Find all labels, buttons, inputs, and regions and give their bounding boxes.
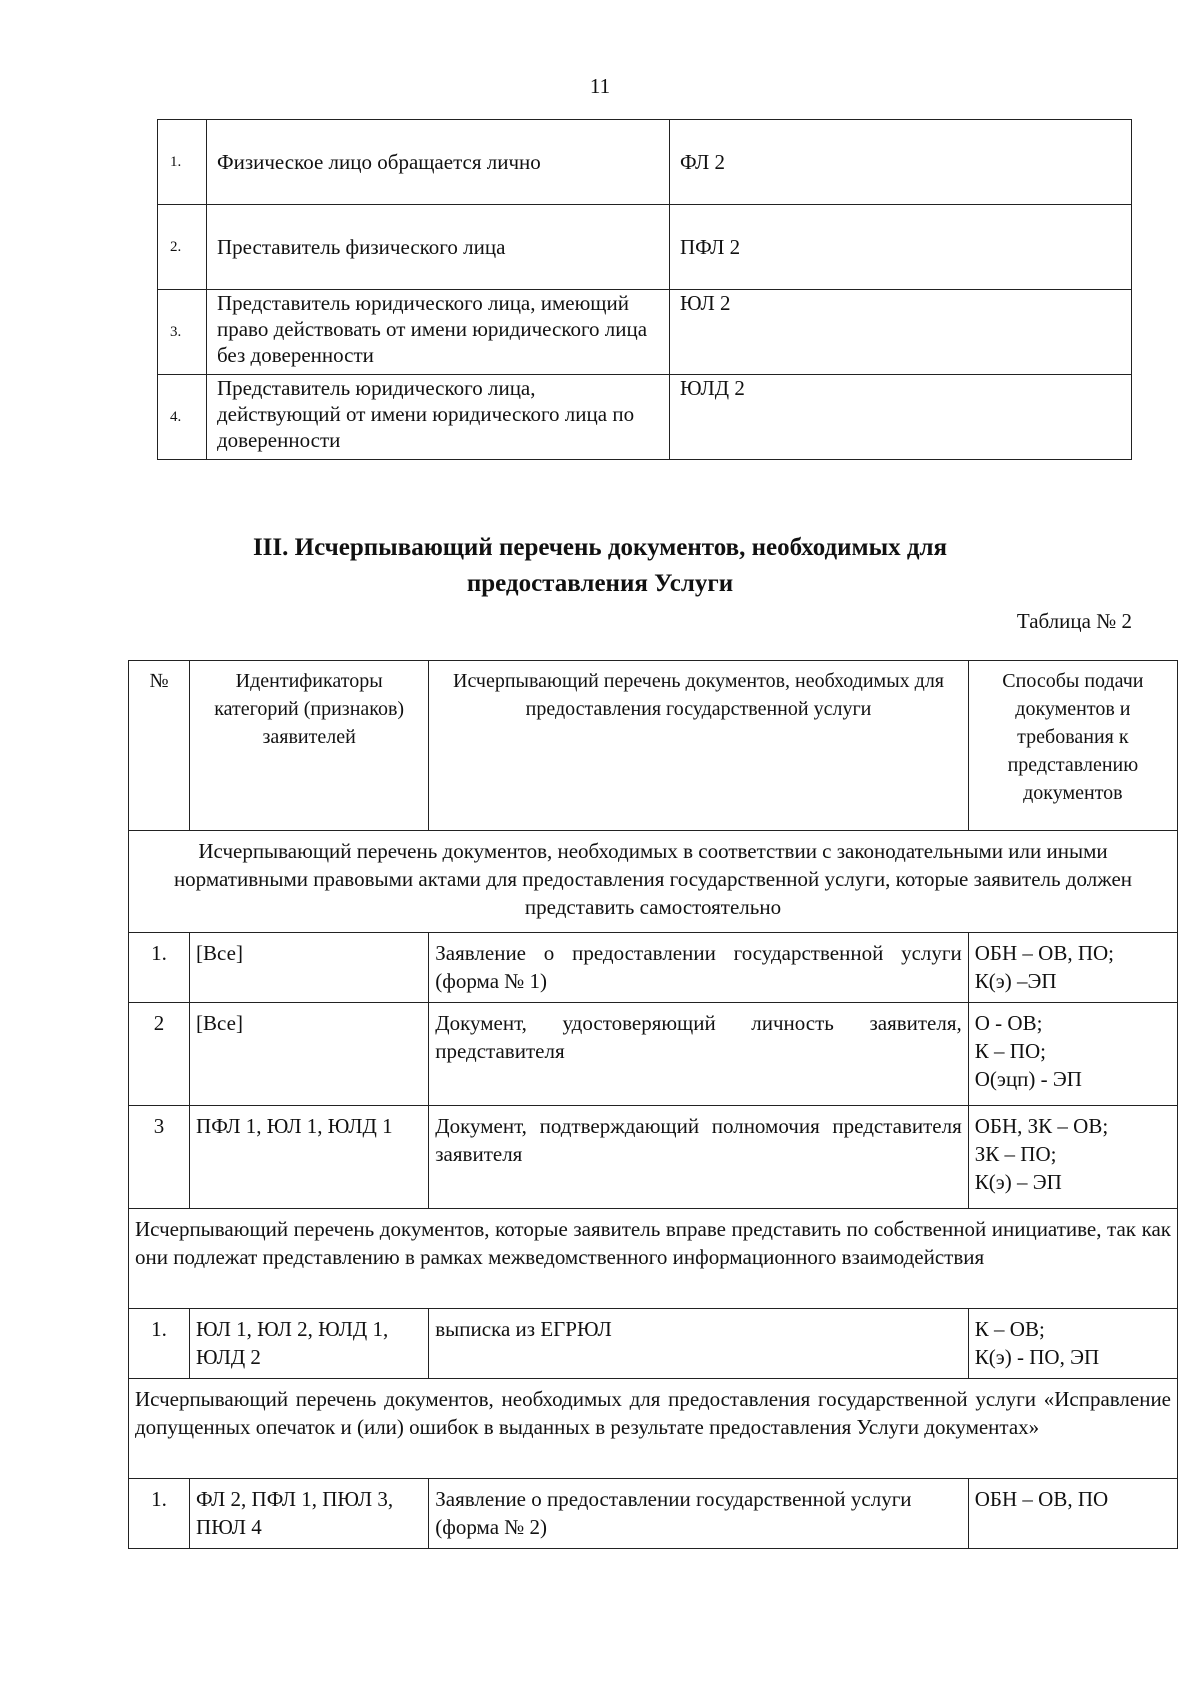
header-ids: Идентификаторы категорий (признаков) заявителей — [190, 661, 429, 831]
section-title — [150, 530, 1050, 602]
document-name: выписка из ЕГРЮЛ — [429, 1309, 969, 1379]
document-name: Документ, подтверждающий полномочия представителя заявителя — [429, 1106, 969, 1209]
table-header-row — [129, 661, 1178, 831]
submission-way: К(э) - ПО, ЭП — [974, 1345, 1100, 1369]
section-row — [129, 831, 1178, 933]
submission-way: О - ОВ; — [974, 1011, 1043, 1035]
row-number: 2. — [158, 205, 207, 290]
section-title-line: III. Исчерпывающий перечень документов, необходимых для — [252, 534, 948, 561]
applicant-categories-table — [157, 119, 1132, 460]
applicant-ids: ФЛ 2, ПФЛ 1, ПЮЛ 3, ПЮЛ 4 — [190, 1479, 429, 1549]
submission-way: К – ПО; — [974, 1039, 1046, 1063]
submission-ways — [968, 1479, 1177, 1549]
table-row — [129, 1106, 1178, 1209]
section-caption: Исчерпывающий перечень документов, необходимых в соответствии с законодательными или иными нормативными правовыми актами для предоставления государственной услуги, которые заявитель должен представить самостоятельно — [129, 831, 1178, 933]
page-number: 11 — [589, 74, 611, 98]
applicant-ids: [Все] — [190, 1003, 429, 1106]
row-number: 1. — [129, 1479, 190, 1549]
document-name: Заявление о предоставлении государственной услуги (форма № 2) — [429, 1479, 969, 1549]
submission-way: К(э) – ЭП — [974, 1170, 1062, 1194]
submission-ways — [968, 1003, 1177, 1106]
applicant-ids: ПФЛ 1, ЮЛ 1, ЮЛД 1 — [190, 1106, 429, 1209]
submission-way: К(э) –ЭП — [974, 969, 1057, 993]
submission-way: ОБН, ЗК – ОВ; — [974, 1114, 1109, 1138]
submission-ways — [968, 1106, 1177, 1209]
category-name: Физическое лицо обращается лично — [207, 120, 670, 205]
category-name: Преставитель физического лица — [207, 205, 670, 290]
submission-way: О(эцп) - ЭП — [974, 1067, 1082, 1091]
submission-ways — [968, 933, 1177, 1003]
submission-way: ОБН – ОВ, ПО — [974, 1487, 1109, 1511]
section-title-line: предоставления Услуги — [466, 570, 734, 597]
row-number: 3. — [158, 290, 207, 375]
category-code: ЮЛ 2 — [670, 290, 1132, 375]
section-caption: Исчерпывающий перечень документов, которые заявитель вправе представить по собственной инициативе, так как они подлежат представлению в рамках межведомственного информационного взаимодействия — [129, 1209, 1178, 1309]
category-code: ПФЛ 2 — [670, 205, 1132, 290]
document-name: Документ, удостоверяющий личность заявителя, представителя — [429, 1003, 969, 1106]
header-docs: Исчерпывающий перечень документов, необходимых для предоставления государственной услуги — [429, 661, 969, 831]
table-row — [129, 933, 1178, 1003]
header-num: № — [129, 661, 190, 831]
category-name: Представитель юридического лица, действующий от имени юридического лица по доверенности — [207, 375, 670, 460]
header-ways: Способы подачи документов и требования к представлению документов — [968, 661, 1177, 831]
row-number: 4. — [158, 375, 207, 460]
row-number: 1. — [129, 1309, 190, 1379]
applicant-ids: ЮЛ 1, ЮЛ 2, ЮЛД 1, ЮЛД 2 — [190, 1309, 429, 1379]
row-number: 3 — [129, 1106, 190, 1209]
table-row — [158, 290, 1132, 375]
row-number: 2 — [129, 1003, 190, 1106]
documents-table — [128, 660, 1178, 1549]
table-row — [129, 1003, 1178, 1106]
submission-way: ЗК – ПО; — [974, 1142, 1057, 1166]
table-row — [129, 1479, 1178, 1549]
table-row — [158, 205, 1132, 290]
table-row — [129, 1309, 1178, 1379]
applicant-ids: [Все] — [190, 933, 429, 1003]
submission-way: ОБН – ОВ, ПО; — [974, 941, 1114, 965]
table-row — [158, 120, 1132, 205]
section-row — [129, 1209, 1178, 1309]
category-code: ФЛ 2 — [670, 120, 1132, 205]
row-number: 1. — [129, 933, 190, 1003]
submission-ways — [968, 1309, 1177, 1379]
section-row — [129, 1379, 1178, 1479]
category-name: Представитель юридического лица, имеющий право действовать от имени юридического лица без доверенности — [207, 290, 670, 375]
category-code: ЮЛД 2 — [670, 375, 1132, 460]
submission-way: К – ОВ; — [974, 1317, 1045, 1341]
section-caption: Исчерпывающий перечень документов, необходимых для предоставления государственной услуги «Исправление допущенных опечаток и (или) ошибок в выданных в результате предоставления Услуги документах» — [129, 1379, 1178, 1479]
row-number: 1. — [158, 120, 207, 205]
table-label: Таблица № 2 — [1016, 609, 1132, 633]
table-row — [158, 375, 1132, 460]
document-name: Заявление о предоставлении государственной услуги (форма № 1) — [429, 933, 969, 1003]
